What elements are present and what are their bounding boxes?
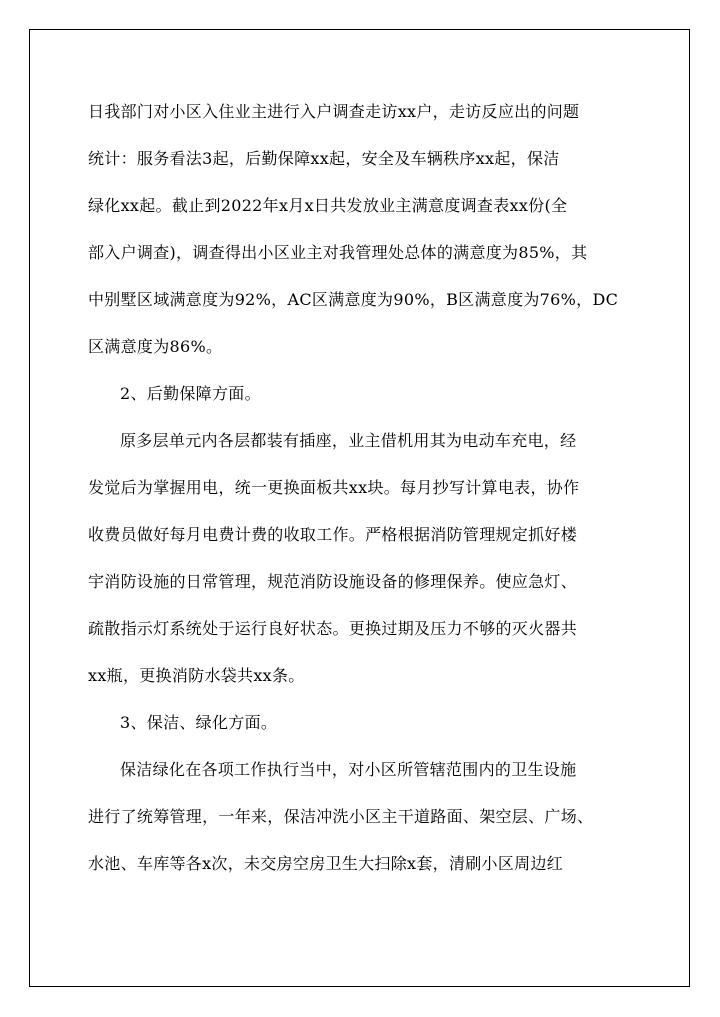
- text-line: 区满意度为86%。: [88, 337, 223, 356]
- text-line: 绿化xx起。截止到2022年x月x日共发放业主满意度调查表xx份(全: [88, 196, 568, 215]
- text-line: 中别墅区域满意度为92%，AC区满意度为90%，B区满意度为76%，DC: [88, 290, 619, 309]
- text-line: 宇消防设施的日常管理，规范消防设施设备的修理保养。使应急灯、: [88, 572, 578, 591]
- text-line: 部入户调查)，调查得出小区业主对我管理处总体的满意度为85%，其: [88, 243, 588, 262]
- text-line: 水池、车库等各x次，未交房空房卫生大扫除x套，清刷小区周边红: [88, 854, 564, 873]
- text-line: 疏散指示灯系统处于运行良好状态。更换过期及压力不够的灭火器共: [88, 619, 578, 638]
- text-line: 发觉后为掌握用电，统一更换面板共xx块。每月抄写计算电表，协作: [88, 478, 580, 497]
- text-line: 统计：服务看法3起，后勤保障xx起，安全及车辆秩序xx起，保洁: [88, 149, 560, 168]
- paragraph-start: 保洁绿化在各项工作执行当中，对小区所管辖范围内的卫生设施: [120, 760, 577, 779]
- text-line: 日我部门对小区入住业主进行入户调查走访xx户，走访反应出的问题: [88, 102, 580, 121]
- text-line: 进行了统筹管理，一年来，保洁冲洗小区主干道路面、架空层、广场、: [88, 807, 594, 826]
- text-line: xx瓶，更换消防水袋共xx条。: [88, 666, 305, 685]
- text-line: 收费员做好每月电费计费的收取工作。严格根据消防管理规定抓好楼: [88, 525, 578, 544]
- section-heading-logistics: 2、后勤保障方面。: [120, 384, 261, 403]
- section-heading-cleaning: 3、保洁、绿化方面。: [120, 713, 278, 732]
- paragraph-start: 原多层单元内各层都装有插座，业主借机用其为电动车充电，经: [120, 431, 577, 450]
- document-body: [88, 88, 633, 887]
